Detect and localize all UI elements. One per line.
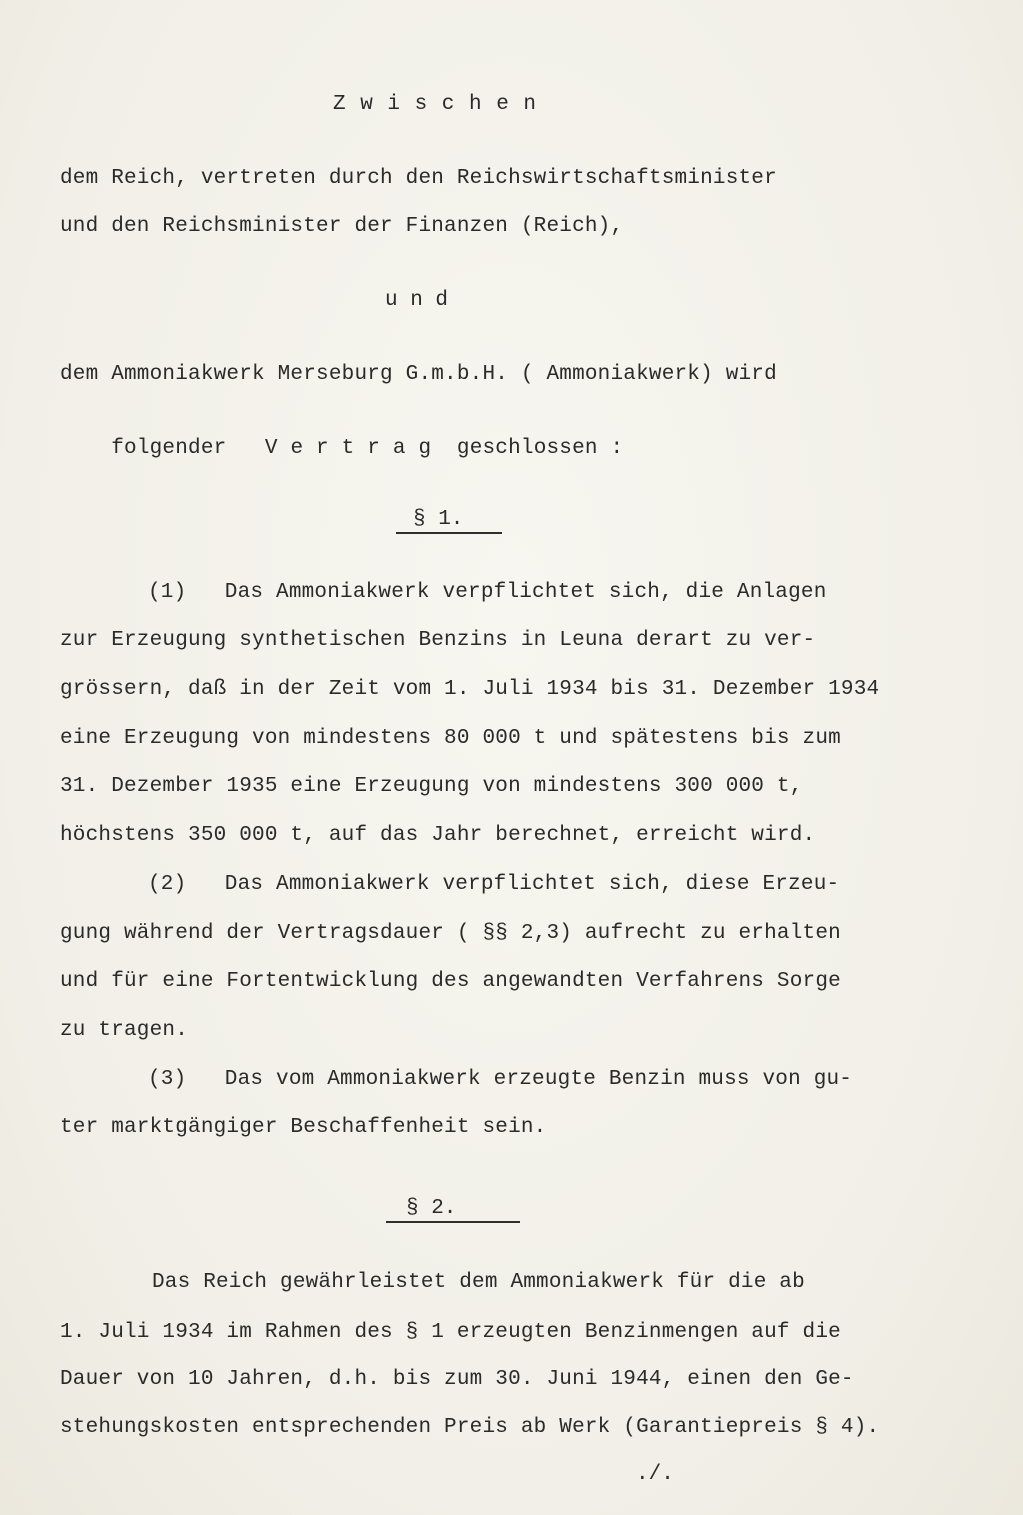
section1-p1-line1: (1) Das Ammoniakwerk verpflichtet sich, die Anlagen (148, 581, 827, 604)
section1-p2-line4: zu tragen. (60, 1019, 189, 1042)
section1-p1-line4: eine Erzeugung von mindestens 80 000 t und spätestens bis zum (60, 727, 841, 750)
section2-p1-line3: Dauer von 10 Jahren, d.h. bis zum 30. Juni 1944, einen den Ge- (60, 1368, 854, 1391)
party2-line2 (60, 410, 623, 488)
section2-underline (386, 1221, 520, 1223)
section1-p2-line1: (2) Das Ammoniakwerk verpflichtet sich, diese Erzeu- (148, 873, 840, 896)
section2-p1-line4: stehungskosten entsprechenden Preis ab Werk (Garantiepreis § 4). (60, 1416, 880, 1439)
section2-heading: § 2. (406, 1197, 457, 1220)
contract-word-spaced: V e r t r a g (264, 437, 432, 460)
party1-line1: dem Reich, vertreten durch den Reichswirtschaftsminister (60, 167, 777, 190)
continuation-mark: ./. (636, 1463, 674, 1486)
party1-line2: und den Reichsminister der Finanzen (Reich), (60, 215, 624, 238)
section1-p2-line3: und für eine Fortentwicklung des angewandten Verfahrens Sorge (60, 970, 841, 993)
party2-line2-end: geschlossen : (456, 437, 624, 460)
conjunction-und: u n d (385, 289, 449, 312)
section1-heading: § 1. (413, 508, 464, 531)
section1-p1-line3: grössern, daß in der Zeit vom 1. Juli 1934 bis 31. Dezember 1934 (60, 678, 880, 701)
section2-p1-line2: 1. Juli 1934 im Rahmen des § 1 erzeugten Benzinmengen auf die (60, 1321, 841, 1344)
section1-p1-line2: zur Erzeugung synthetischen Benzins in Leuna derart zu ver- (60, 629, 816, 652)
section1-p1-line5: 31. Dezember 1935 eine Erzeugung von mindestens 300 000 t, (60, 775, 803, 798)
section1-p3-line2: ter marktgängiger Beschaffenheit sein. (60, 1116, 547, 1139)
party2-line2-start: folgender (111, 437, 227, 460)
section1-p3-line1: (3) Das vom Ammoniakwerk erzeugte Benzin muss von gu- (148, 1068, 853, 1091)
section1-p1-line6: höchstens 350 000 t, auf das Jahr berechnet, erreicht wird. (60, 824, 816, 847)
document-title: Z w i s c h e n (332, 93, 538, 116)
section1-underline (396, 532, 502, 534)
section2-p1-line1: Das Reich gewährleistet dem Ammoniakwerk für die ab (152, 1271, 805, 1294)
section1-p2-line2: gung während der Vertragsdauer ( §§ 2,3) aufrecht zu erhalten (60, 922, 841, 945)
party2-line1: dem Ammoniakwerk Merseburg G.m.b.H. ( Ammoniakwerk) wird (60, 363, 777, 386)
